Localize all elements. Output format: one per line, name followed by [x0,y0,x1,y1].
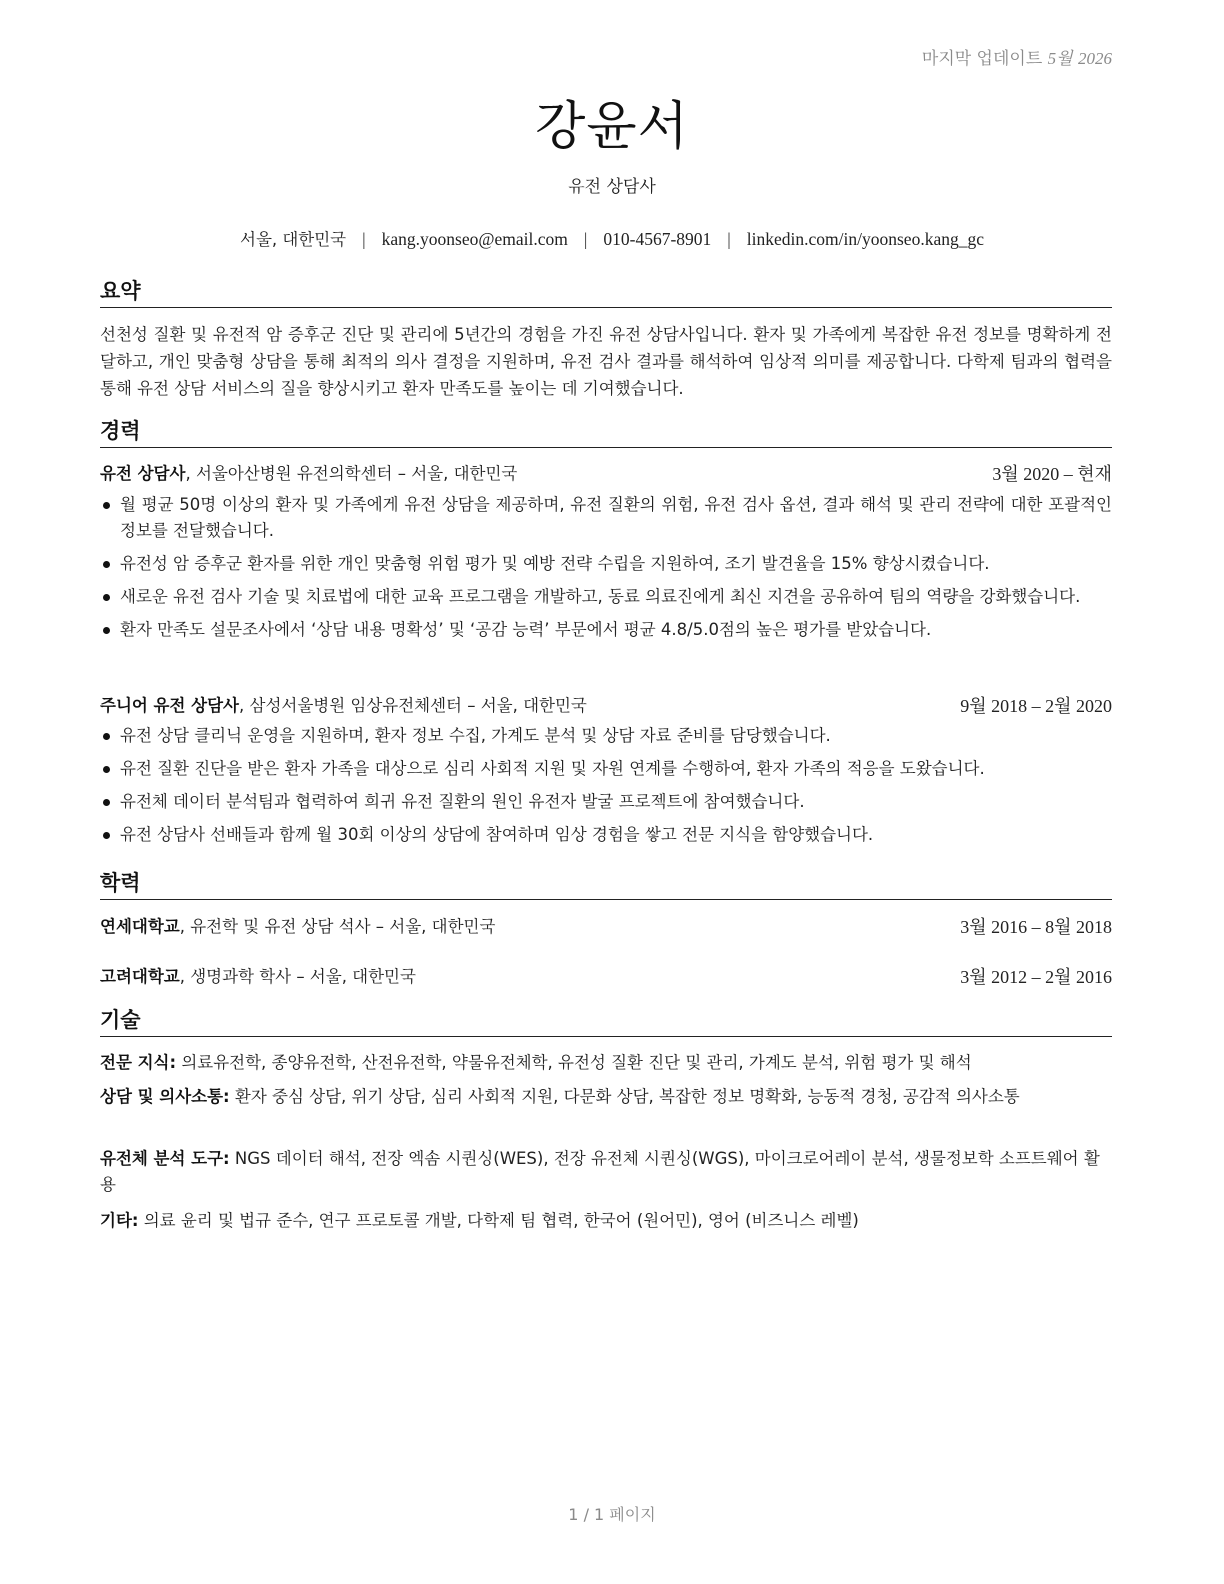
job-title-line [100,461,517,487]
contact-separator: | [362,229,366,249]
section-title-experience: 경력 [100,418,1112,448]
skill-row [100,1146,1112,1198]
job-dates: 3월 2020 – 현재 [992,464,1112,484]
summary-text: 선천성 질환 및 유전적 암 증후군 진단 및 관리에 5년간의 경험을 가진 유전 상담사입니다. 환자 및 가족에게 복잡한 유전 정보를 명확하게 전달하고, 개인 맞춤형 상담을 통해 최적의 의사 결정을 지원하며, 유전 검사 결과를 해석하여 임상적 의미를 제공합니다. 다학제 팀과의 협력을 통해 유전 상담 서비스의 질을 향상시키고 환자 만족도를 높이는 데 기여했습니다. [100,325,1112,398]
contact-phone[interactable]: 010-4567-8901 [603,229,712,249]
page-number: 1 / 1 페이지 [568,1505,656,1524]
skill-text: NGS 데이터 해석, 전장 엑솜 시퀀싱(WES), 전장 유전체 시퀀싱(WGS), 마이크로어레이 분석, 생물정보학 소프트웨어 활용 [100,1149,1100,1194]
school-name: 고려대학교 [100,967,180,986]
job-detail: , 서울아산병원 유전의학센터 – 서울, 대한민국 [185,464,518,483]
list-item: 유전 상담사 선배들과 함께 월 30회 이상의 상담에 참여하며 임상 경험을 쌓고 전문 지식을 함양했습니다. [100,822,1112,848]
skill-row [100,1084,1112,1110]
job-header [100,693,1112,719]
skill-row [100,1208,1112,1234]
education-dates: 3월 2016 – 8월 2018 [960,917,1112,937]
list-item: 유전 상담 클리닉 운영을 지원하며, 환자 정보 수집, 가계도 분석 및 상담 자료 준비를 담당했습니다. [100,723,1112,749]
education-entry [100,964,1112,990]
job-dates: 9월 2018 – 2월 2020 [960,696,1112,716]
education-detail: , 생명과학 학사 – 서울, 대한민국 [179,967,416,986]
section-title-skills: 기술 [100,1007,1112,1037]
section-title-education: 학력 [100,870,1112,900]
education-entry [100,914,1112,940]
skill-text: 환자 중심 상담, 위기 상담, 심리 사회적 지원, 다문화 상담, 복잡한 정보 명확화, 능동적 경청, 공감적 의사소통 [229,1087,1020,1106]
skill-text: 의료유전학, 종양유전학, 산전유전학, 약물유전체학, 유전성 질환 진단 및 관리, 가계도 분석, 위험 평가 및 해석 [176,1053,972,1072]
list-item: 월 평균 50명 이상의 환자 및 가족에게 유전 상담을 제공하며, 유전 질환의 위험, 유전 검사 옵션, 결과 해석 및 관리 전략에 대한 포괄적인 정보를 전달했습니다. [100,492,1112,544]
section-title-summary: 요약 [100,278,1112,308]
candidate-role: 유전 상담사 [568,177,656,197]
job-position: 유전 상담사 [100,464,186,483]
skill-text: 의료 윤리 및 법규 준수, 연구 프로토콜 개발, 다학제 팀 협력, 한국어 (원어민), 영어 (비즈니스 레벨) [138,1211,859,1230]
job-bullets [100,492,1112,650]
list-item: 환자 만족도 설문조사에서 ‘상담 내용 명확성’ 및 ‘공감 능력’ 부문에서 평균 4.8/5.0점의 높은 평가를 받았습니다. [100,617,1112,643]
skill-label: 상담 및 의사소통: [100,1087,230,1106]
last-updated-month: 5월 [1047,49,1073,68]
job-position: 주니어 유전 상담사 [100,696,240,715]
candidate-name: 강윤서 [535,97,689,157]
skill-row [100,1050,1112,1076]
contact-linkedin[interactable]: linkedin.com/in/yoonseo.kang_gc [746,229,984,249]
skill-label: 유전체 분석 도구: [100,1149,230,1168]
list-item: 새로운 유전 검사 기술 및 치료법에 대한 교육 프로그램을 개발하고, 동료 의료진에게 최신 지견을 공유하여 팀의 역량을 강화했습니다. [100,584,1112,610]
job-header [100,461,1112,487]
skill-label: 전문 지식: [100,1053,177,1072]
education-detail: , 유전학 및 유전 상담 석사 – 서울, 대한민국 [179,917,496,936]
last-updated-year: 2026 [1078,49,1112,68]
last-updated [922,44,1112,69]
list-item: 유전 질환 진단을 받은 환자 가족을 대상으로 심리 사회적 지원 및 자원 연계를 수행하여, 환자 가족의 적응을 도왔습니다. [100,756,1112,782]
job-bullets [100,723,1112,855]
list-item: 유전체 데이터 분석팀과 협력하여 희귀 유전 질환의 원인 유전자 발굴 프로젝트에 참여했습니다. [100,789,1112,815]
contact-location: 서울, 대한민국 [240,230,347,249]
education-dates: 3월 2012 – 2월 2016 [960,967,1112,987]
job-detail: , 삼성서울병원 임상유전체센터 – 서울, 대한민국 [239,696,587,715]
last-updated-prefix: 마지막 업데이트 [921,49,1043,69]
job-title-line [100,693,587,719]
contact-separator: | [583,229,588,249]
contact-line [0,226,1224,250]
contact-separator: | [727,229,731,249]
contact-email[interactable]: kang.yoonseo@email.com [381,229,568,249]
education-line [100,964,416,990]
school-name: 연세대학교 [100,917,180,936]
education-line [100,914,495,940]
skill-label: 기타: [100,1211,139,1230]
list-item: 유전성 암 증후군 환자를 위한 개인 맞춤형 위험 평가 및 예방 전략 수립을 지원하여, 조기 발견율을 15% 향상시켰습니다. [100,551,1112,577]
